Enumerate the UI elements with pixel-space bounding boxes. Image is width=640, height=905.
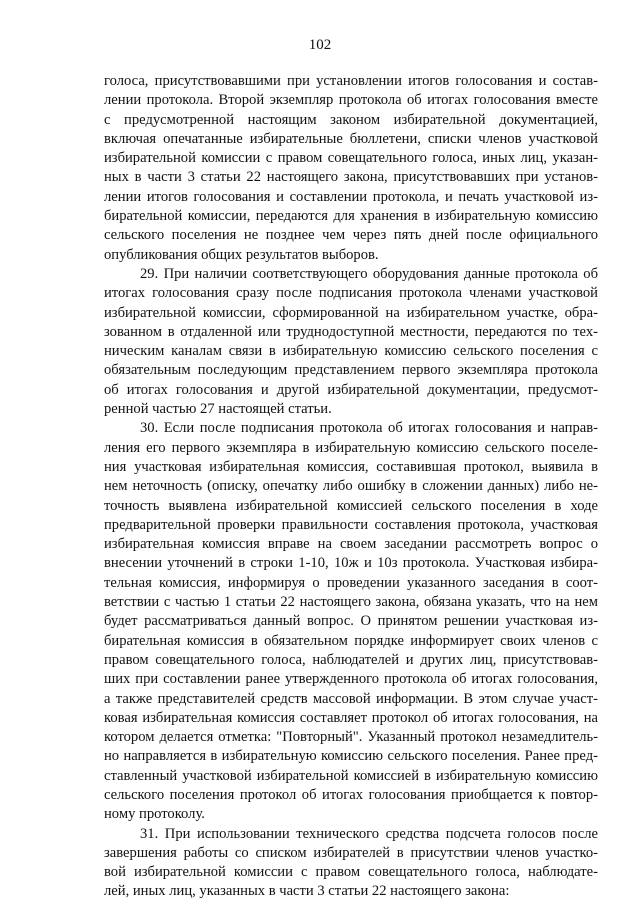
page-number: 102	[308, 37, 332, 53]
text-line: с предусмотренной настоящим законом избирательной документацией,	[104, 111, 598, 128]
text-line: лении протокола. Второй экземпляр протокола об итогах голосования вместе	[104, 92, 598, 109]
text-line: опубликования общих результатов выборов.	[104, 246, 379, 263]
text-line: нем неточность (описку, опечатку либо ошибку в сложении данных) либо не-	[104, 478, 598, 495]
text-line: зованном в отдаленной или труднодоступной местности, передаются по тех-	[104, 323, 598, 340]
text-line: предварительной проверки правильности составления протокола, участковая	[104, 516, 598, 533]
text-line: но направляется в избирательную комиссию сельского поселения. Ранее пред-	[104, 748, 598, 765]
text-line: ветствии с частью 1 статьи 22 настоящего закона, обязана указать, что на нем	[104, 594, 598, 611]
text-line: лении итогов голосования и составлении протокола, и печать участковой из-	[104, 188, 598, 205]
text-line: ших при составлении ранее утвержденного протокола об итогах голосования,	[104, 671, 598, 688]
text-line: а также представителей средств массовой информации. В этом случае участ-	[104, 690, 598, 707]
text-line: 31. При использовании технического средства подсчета голосов после	[140, 825, 598, 842]
text-line: избирательной комиссии с правом совещательного голоса, иных лиц, указан-	[104, 150, 598, 167]
text-line: ному протоколу.	[104, 806, 205, 823]
text-line: избирательная комиссия вправе на своем заседании рассмотреть вопрос о	[104, 536, 598, 553]
text-line: бирательная комиссия в обязательном порядке информирует своих членов с	[104, 632, 598, 649]
text-line: ления его первого экземпляра в избирательную комиссию сельского поселе-	[104, 439, 598, 456]
text-line: сельского поселения протокол об итогах голосования приобщается к повтор-	[104, 786, 598, 803]
text-line: сельского поселения не позднее чем через пять дней после официального	[104, 227, 598, 244]
text-line: ставленный участковой избирательной комиссией в избирательную комиссию	[104, 767, 598, 784]
text-line: будет рассматриваться данный вопрос. О принятом решении участковая из-	[104, 613, 598, 630]
text-line: правом совещательного голоса, наблюдателей и других лиц, присутствовав-	[104, 651, 598, 668]
document-body-text	[104, 72, 598, 902]
text-line: ных в части 3 статьи 22 настоящего закона, присутствовавших при установ-	[104, 169, 598, 186]
text-line: внесении уточнений в строки 1-10, 10ж и 10з протокола. Участковая избира-	[104, 555, 598, 572]
text-line: вой избирательной комиссии с правом совещательного голоса, наблюдате-	[104, 864, 598, 881]
text-line: ренной частью 27 настоящей статьи.	[104, 401, 332, 418]
text-line: об итогах голосования и другой избирательной документации, предусмот-	[104, 381, 598, 398]
text-line: включая опечатанные избирательные бюллетени, списки членов участковой	[104, 130, 598, 147]
text-line: лей, иных лиц, указанных в части 3 статьи 22 настоящего закона:	[104, 883, 510, 900]
text-line: голоса, присутствовавшими при установлении итогов голосования и состав-	[104, 73, 598, 89]
text-line: тельная комиссия, информируя о проведении указанного заседания в соот-	[104, 574, 598, 591]
text-line: 30. Если после подписания протокола об итогах голосования и направ-	[140, 420, 598, 437]
text-line: 29. При наличии соответствующего оборудования данные протокола об	[140, 265, 598, 282]
text-line: ния участковая избирательная комиссия, составившая протокол, выявила в	[104, 458, 598, 475]
text-line: ковая избирательная комиссия составляет протокол об итогах голосования, на	[104, 709, 598, 726]
text-line: точность выявлена избирательной комиссией сельского поселения в ходе	[104, 497, 598, 514]
text-line: котором делается отметка: "Повторный". Указанный протокол незамедлитель-	[104, 729, 598, 746]
text-line: бирательной комиссии, передаются для хранения в избирательную комиссию	[104, 208, 598, 225]
text-line: завершения работы со списком избирателей в присутствии членов участко-	[104, 844, 598, 861]
text-line: обязательным последующим представлением первого экземпляра протокола	[104, 362, 598, 379]
text-line: ническим каналам связи в избирательную комиссию сельского поселения с	[104, 343, 598, 360]
text-line: итогах голосования сразу после подписания протокола членами участковой	[104, 285, 598, 302]
text-line: избирательной комиссии, сформированной на избирательном участке, обра-	[104, 304, 598, 321]
